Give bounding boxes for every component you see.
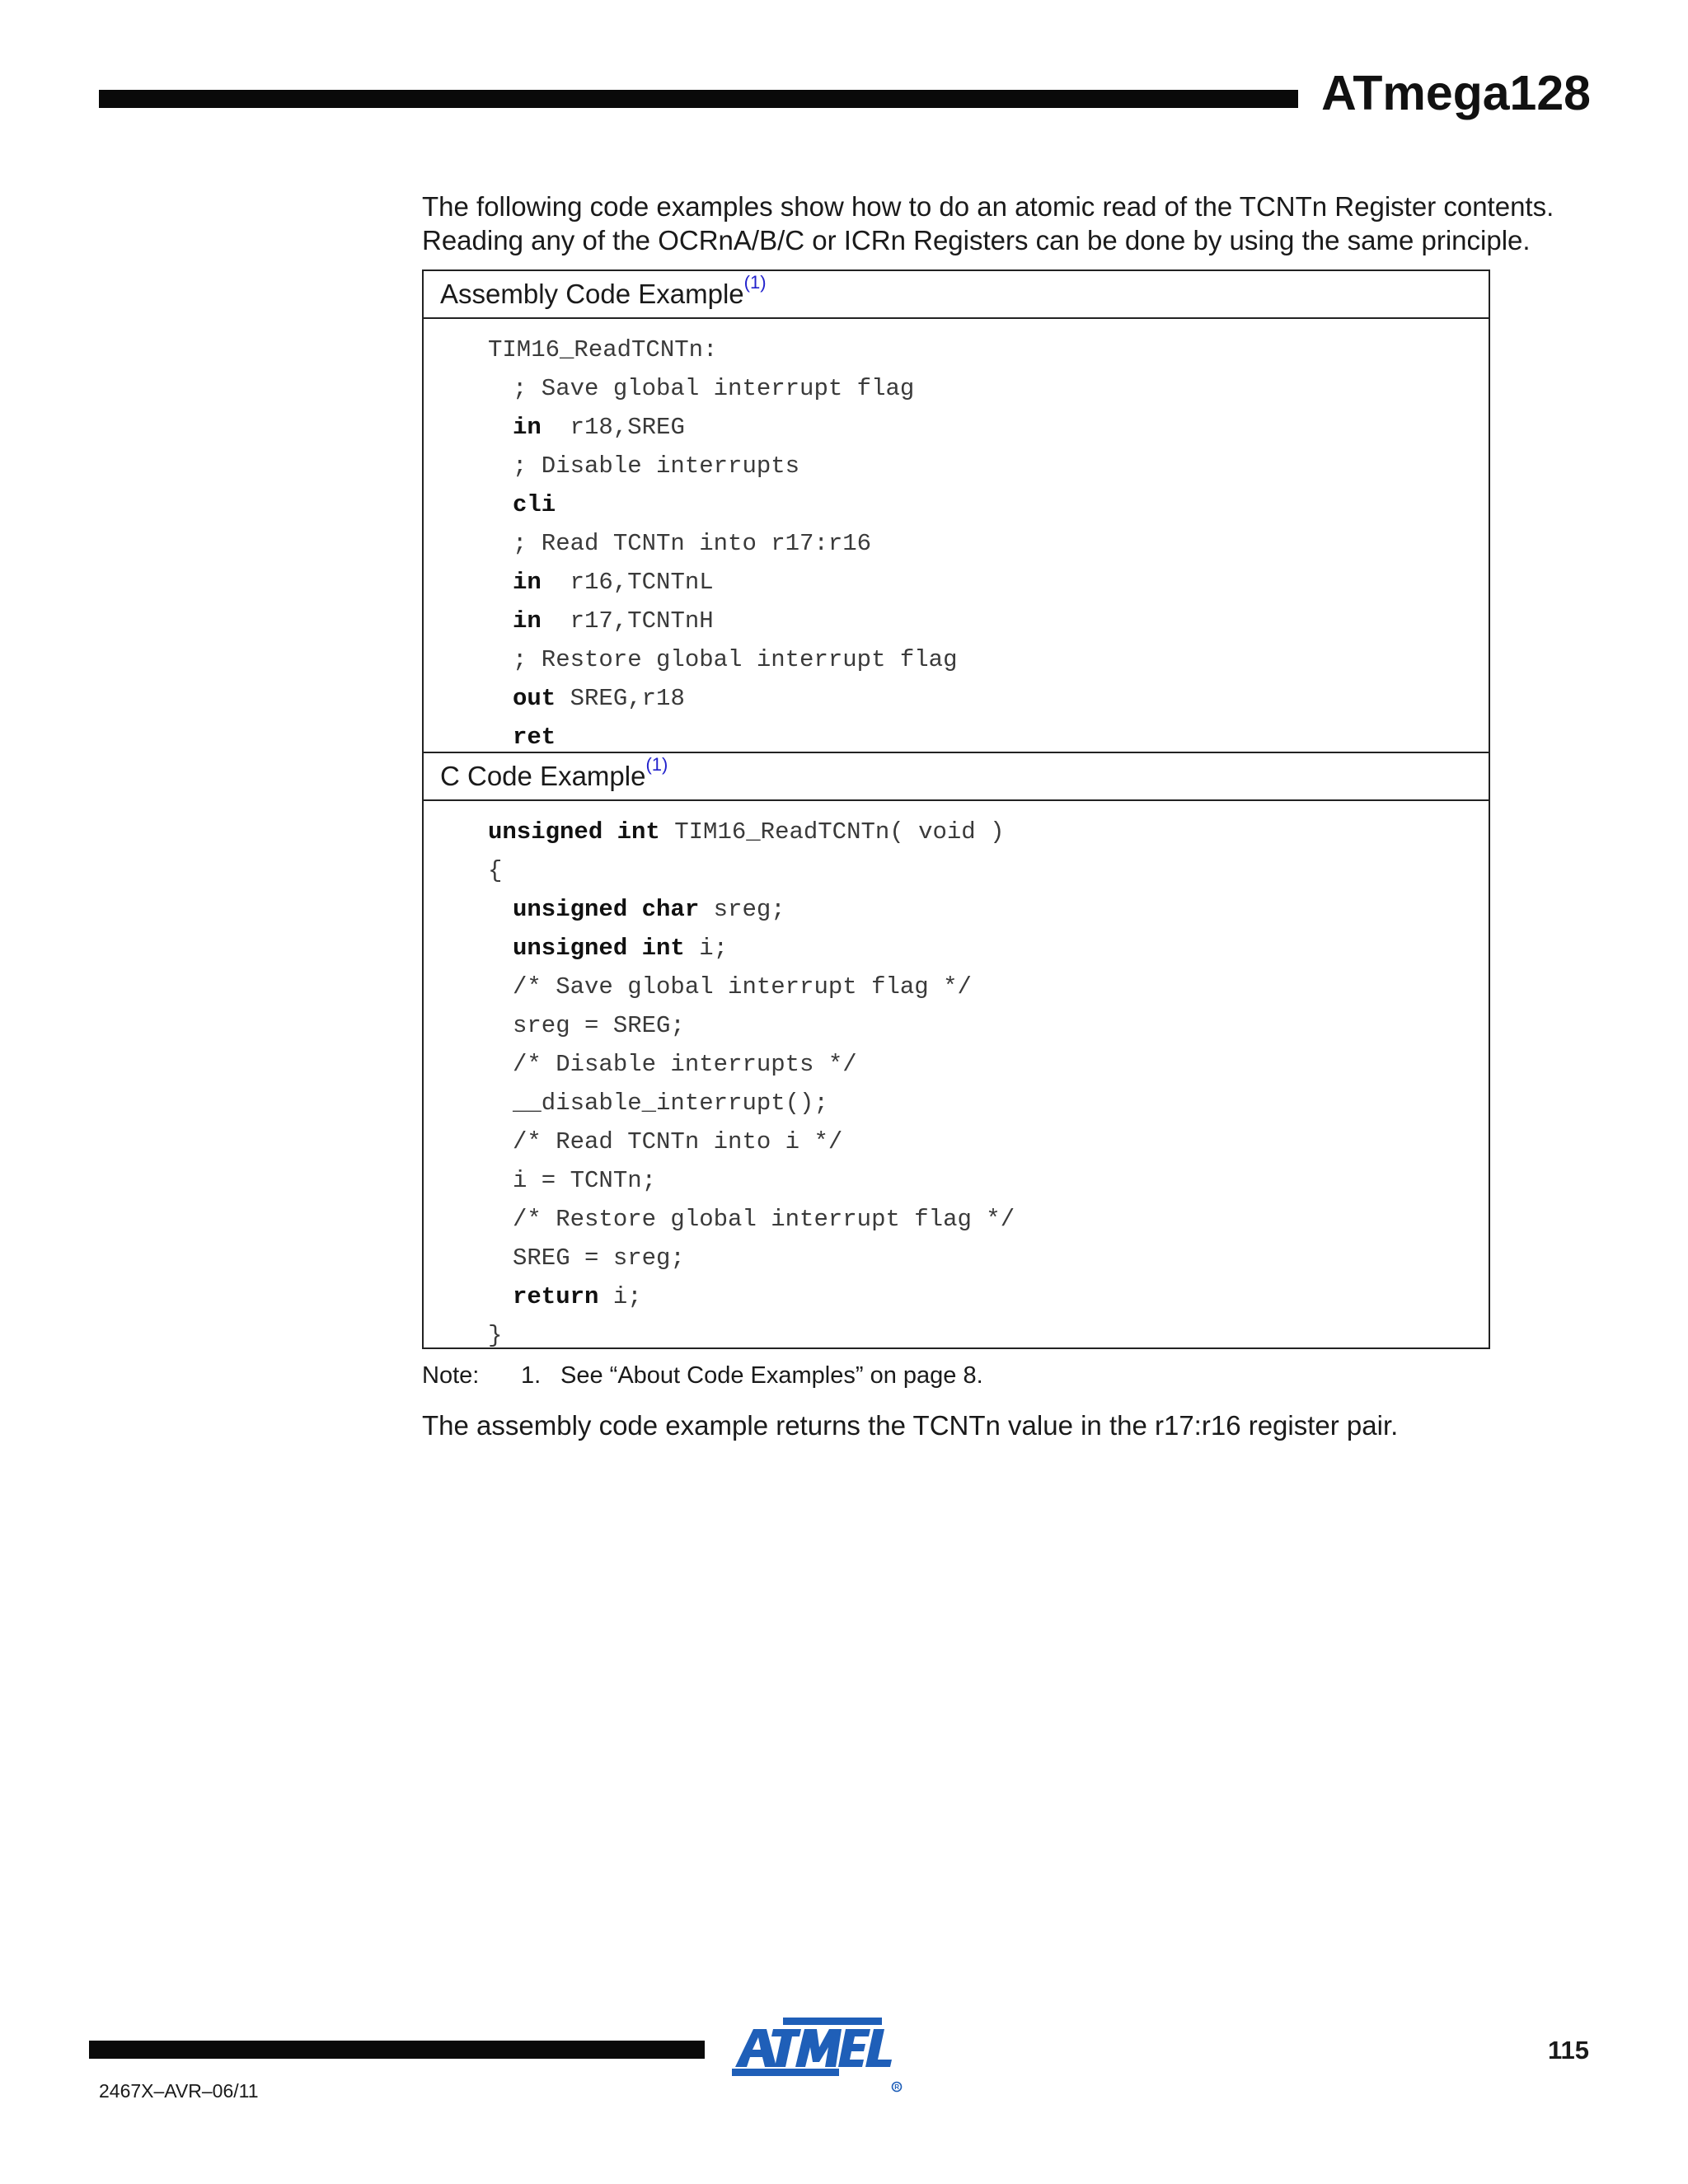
- code-text: ; Disable interrupts: [513, 452, 800, 480]
- code-text: }: [488, 1322, 503, 1349]
- intro-line-2: Reading any of the OCRnA/B/C or ICRn Registers can be done by using the same principle.: [422, 225, 1531, 255]
- intro-paragraph: [422, 190, 1592, 257]
- c-code-line: [513, 929, 728, 968]
- code-text: i;: [598, 1283, 642, 1310]
- code-keyword: out: [513, 685, 556, 712]
- code-text: ; Read TCNTn into r17:r16: [513, 530, 872, 557]
- code-keyword: unsigned char: [513, 896, 700, 923]
- code-keyword: return: [513, 1283, 599, 1310]
- code-text: i;: [684, 935, 729, 962]
- c-code-footnote-ref: (1): [645, 754, 668, 775]
- assembly-code-line: [513, 602, 714, 640]
- intro-line-1: The following code examples show how to do an atomic read of the TCNTn Register contents.: [422, 191, 1554, 222]
- assembly-code-line: [513, 485, 556, 524]
- assembly-code-line: [513, 679, 685, 718]
- code-text: SREG,r18: [556, 685, 685, 712]
- note-label: Note:: [422, 1362, 480, 1389]
- code-keyword: unsigned int: [488, 818, 660, 846]
- code-text: {: [488, 857, 503, 884]
- code-text: /* Save global interrupt flag */: [513, 973, 972, 1001]
- c-code-line: [488, 851, 502, 890]
- code-keyword: cli: [513, 491, 556, 518]
- code-text: SREG = sreg;: [513, 1244, 685, 1272]
- c-code-block: [424, 801, 1489, 1347]
- c-code-heading: [424, 753, 1489, 801]
- assembly-code-line: [513, 563, 714, 602]
- note-text: See “About Code Examples” on page 8.: [560, 1362, 983, 1389]
- code-keyword: in: [513, 414, 542, 441]
- assembly-code-line: [513, 640, 958, 679]
- code-text: ; Restore global interrupt flag: [513, 646, 958, 673]
- code-keyword: in: [513, 569, 542, 596]
- code-text: ; Save global interrupt flag: [513, 375, 915, 402]
- assembly-footnote-ref: (1): [743, 272, 767, 293]
- code-text: r17,TCNTnH: [541, 607, 714, 635]
- c-code-line: [488, 1316, 502, 1355]
- code-example-table: [422, 269, 1490, 1349]
- atmel-logo: [725, 2011, 903, 2093]
- c-code-line: [513, 1161, 656, 1200]
- assembly-code-line: [513, 718, 556, 757]
- c-code-line: [513, 1200, 1015, 1239]
- footer-rule: [89, 2041, 705, 2059]
- code-text: sreg;: [699, 896, 785, 923]
- c-code-line: [513, 890, 785, 929]
- page-header-title: ATmega128: [1321, 66, 1591, 120]
- c-code-line: [513, 968, 972, 1006]
- code-keyword: ret: [513, 724, 556, 751]
- footnote: [422, 1361, 983, 1390]
- code-text: /* Read TCNTn into i */: [513, 1128, 843, 1155]
- c-code-line: [513, 1006, 685, 1045]
- assembly-code-block: [424, 319, 1489, 753]
- code-text: i = TCNTn;: [513, 1167, 657, 1194]
- c-code-heading-text: C Code Example: [440, 761, 646, 791]
- code-text: TIM16_ReadTCNTn:: [488, 336, 718, 363]
- code-text: r16,TCNTnL: [541, 569, 714, 596]
- code-keyword: unsigned int: [513, 935, 685, 962]
- assembly-code-line: [513, 369, 914, 408]
- c-code-line: [513, 1084, 828, 1122]
- code-text: __disable_interrupt();: [513, 1090, 828, 1117]
- code-text: r18,SREG: [541, 414, 685, 441]
- assembly-heading-text: Assembly Code Example: [440, 279, 744, 309]
- assembly-code-line: [513, 447, 799, 485]
- code-text: TIM16_ReadTCNTn( void ): [659, 818, 1005, 846]
- header-rule: [99, 90, 1298, 108]
- document-code: 2467X–AVR–06/11: [99, 2080, 259, 2102]
- page-number: 115: [1547, 2036, 1589, 2064]
- assembly-code-line: [513, 408, 685, 447]
- svg-text:R: R: [894, 2083, 900, 2091]
- code-text: /* Disable interrupts */: [513, 1051, 857, 1078]
- c-code-line: [488, 813, 1005, 851]
- closing-paragraph: The assembly code example returns the TCNTn value in the r17:r16 register pair.: [422, 1410, 1399, 1441]
- c-code-line: [513, 1277, 642, 1316]
- code-keyword: in: [513, 607, 542, 635]
- c-code-line: [513, 1045, 857, 1084]
- c-code-line: [513, 1122, 842, 1161]
- note-number: 1.: [521, 1362, 542, 1389]
- assembly-code-line: [488, 330, 717, 369]
- assembly-heading: [424, 271, 1489, 319]
- code-text: /* Restore global interrupt flag */: [513, 1206, 1015, 1233]
- code-text: sreg = SREG;: [513, 1012, 685, 1039]
- assembly-code-line: [513, 524, 871, 563]
- c-code-line: [513, 1239, 685, 1277]
